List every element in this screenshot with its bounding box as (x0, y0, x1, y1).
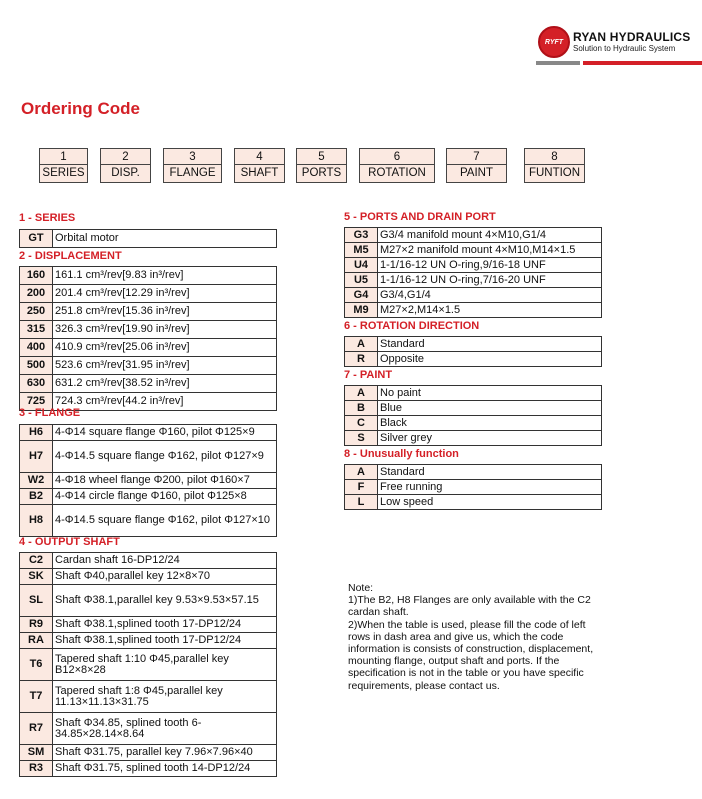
code-box-ports: 5 PORTS (296, 148, 347, 183)
option-description: 523.6 cm³/rev[31.95 in³/rev] (53, 357, 277, 375)
table-row (20, 585, 277, 617)
option-code: A (345, 337, 378, 352)
option-description: Black (378, 416, 602, 431)
section-title-function: 8 - Unusually function (344, 448, 459, 460)
option-code: H8 (20, 505, 53, 537)
table-row (20, 761, 277, 777)
option-description: Shaft Φ40,parallel key 12×8×70 (53, 569, 277, 585)
option-description: Blue (378, 401, 602, 416)
option-code: A (345, 465, 378, 480)
table-row (20, 569, 277, 585)
option-code: SK (20, 569, 53, 585)
header-divider-red (583, 61, 702, 65)
option-description: 4-Φ14 circle flange Φ160, pilot Φ125×8 (53, 489, 277, 505)
table-flange (19, 424, 277, 537)
table-shaft (19, 552, 277, 777)
table-series (19, 229, 277, 248)
table-row (20, 473, 277, 489)
option-code: B (345, 401, 378, 416)
option-code: SL (20, 585, 53, 617)
note-heading: Note: (348, 582, 374, 594)
option-code: G4 (345, 288, 378, 303)
table-row (345, 416, 602, 431)
table-row (20, 441, 277, 473)
table-row (20, 321, 277, 339)
option-description: 326.3 cm³/rev[19.90 in³/rev] (53, 321, 277, 339)
table-row (20, 357, 277, 375)
code-box-shaft: 4 SHAFT (234, 148, 285, 183)
table-row (20, 375, 277, 393)
option-description: Low speed (378, 495, 602, 510)
option-description: 631.2 cm³/rev[38.52 in³/rev] (53, 375, 277, 393)
table-row (20, 489, 277, 505)
option-description: 1-1/16-12 UN O-ring,9/16-18 UNF (378, 258, 602, 273)
option-code: M9 (345, 303, 378, 318)
brand-tagline: Solution to Hydraulic System (573, 43, 676, 53)
option-description: Tapered shaft 1:10 Φ45,parallel key B12×8×28 (53, 649, 277, 681)
option-description: 1-1/16-12 UN O-ring,7/16-20 UNF (378, 273, 602, 288)
code-box-flange: 3 FLANGE (163, 148, 222, 183)
table-row (345, 480, 602, 495)
table-row (345, 288, 602, 303)
table-row (345, 228, 602, 243)
table-row (20, 745, 277, 761)
option-code: L (345, 495, 378, 510)
option-description: 410.9 cm³/rev[25.06 in³/rev] (53, 339, 277, 357)
option-description: Opposite (378, 352, 602, 367)
option-code: R7 (20, 713, 53, 745)
table-row (20, 505, 277, 537)
option-description: 4-Φ14.5 square flange Φ162, pilot Φ127×10 (53, 505, 277, 537)
option-code: C (345, 416, 378, 431)
table-row (20, 681, 277, 713)
section-title-rotation: 6 - ROTATION DIRECTION (344, 320, 480, 332)
option-code: U4 (345, 258, 378, 273)
table-row (20, 285, 277, 303)
page-title: Ordering Code (21, 99, 141, 118)
option-description: Cardan shaft 16-DP12/24 (53, 553, 277, 569)
option-code: 250 (20, 303, 53, 321)
option-code: S (345, 431, 378, 446)
option-code: T6 (20, 649, 53, 681)
table-row (20, 230, 277, 248)
table-function (344, 464, 602, 510)
section-title-paint: 7 - PAINT (344, 369, 393, 381)
section-title-ports: 5 - PORTS AND DRAIN PORT (344, 211, 496, 223)
option-description: Shaft Φ31.75, splined tooth 14-DP12/24 (53, 761, 277, 777)
option-description: Shaft Φ34.85, splined tooth 6-34.85×28.14×8.64 (53, 713, 277, 745)
option-code: SM (20, 745, 53, 761)
option-code: B2 (20, 489, 53, 505)
note-item-2: 2)When the table is used, please fill the code of left rows in dash area and give us, which the code information is consists of construction, displacement, mounting flange, output shaft and ports. If the specification is not in the table or you have specific requirements, please contact us. (348, 618, 594, 692)
table-row (345, 465, 602, 480)
code-box-series: 1 SERIES (39, 148, 88, 183)
table-row (345, 273, 602, 288)
table-row (345, 495, 602, 510)
option-code: 400 (20, 339, 53, 357)
table-displacement (19, 266, 277, 411)
option-description: Free running (378, 480, 602, 495)
option-description: Shaft Φ38.1,splined tooth 17-DP12/24 (53, 633, 277, 649)
table-paint (344, 385, 602, 446)
option-code: T7 (20, 681, 53, 713)
option-description: 201.4 cm³/rev[12.29 in³/rev] (53, 285, 277, 303)
table-row (20, 553, 277, 569)
option-description: Shaft Φ38.1,parallel key 9.53×9.53×57.15 (53, 585, 277, 617)
table-row (20, 617, 277, 633)
option-code: R9 (20, 617, 53, 633)
option-description: 4-Φ14 square flange Φ160, pilot Φ125×9 (53, 425, 277, 441)
table-row (345, 352, 602, 367)
option-description: 4-Φ18 wheel flange Φ200, pilot Φ160×7 (53, 473, 277, 489)
option-code: R (345, 352, 378, 367)
section-title-flange: 3 - FLANGE (19, 407, 81, 419)
note-block (348, 582, 598, 692)
table-row (20, 713, 277, 745)
option-description: Standard (378, 337, 602, 352)
option-code: R3 (20, 761, 53, 777)
option-description: M27×2 manifold mount 4×M10,M14×1.5 (378, 243, 602, 258)
table-row (345, 386, 602, 401)
table-row (20, 303, 277, 321)
table-row (20, 267, 277, 285)
code-box-paint: 7 PAINT (446, 148, 507, 183)
table-row (20, 425, 277, 441)
option-code: 500 (20, 357, 53, 375)
option-code: C2 (20, 553, 53, 569)
section-title-displacement: 2 - DISPLACEMENT (19, 250, 122, 262)
option-code: A (345, 386, 378, 401)
option-description: Orbital motor (53, 230, 277, 248)
section-title-shaft: 4 - OUTPUT SHAFT (19, 536, 120, 548)
table-ports (344, 227, 602, 318)
brand-name: RYAN HYDRAULICS (573, 29, 691, 44)
option-description: Shaft Φ31.75, parallel key 7.96×7.96×40 (53, 745, 277, 761)
table-row (20, 339, 277, 357)
option-description: Tapered shaft 1:8 Φ45,parallel key 11.13×11.13×31.75 (53, 681, 277, 713)
table-row (20, 633, 277, 649)
table-row (345, 258, 602, 273)
option-description: Silver grey (378, 431, 602, 446)
table-rotation (344, 336, 602, 367)
option-code: GT (20, 230, 53, 248)
option-code: M5 (345, 243, 378, 258)
table-row (345, 431, 602, 446)
option-description: 724.3 cm³/rev[44.2 in³/rev] (53, 393, 277, 411)
option-description: Shaft Φ38.1,splined tooth 17-DP12/24 (53, 617, 277, 633)
company-logo (538, 24, 690, 60)
option-description: 161.1 cm³/rev[9.83 in³/rev] (53, 267, 277, 285)
option-code: F (345, 480, 378, 495)
option-code: G3 (345, 228, 378, 243)
table-row (20, 649, 277, 681)
option-code: H6 (20, 425, 53, 441)
option-code: W2 (20, 473, 53, 489)
note-item-1: 1)The B2, H8 Flanges are only available with the C2 cardan shaft. (348, 594, 591, 619)
code-box-function: 8 FUNTION (524, 148, 585, 183)
section-title-series: 1 - SERIES (19, 212, 76, 224)
option-code: 160 (20, 267, 53, 285)
option-code: 630 (20, 375, 53, 393)
option-description: No paint (378, 386, 602, 401)
option-code: U5 (345, 273, 378, 288)
table-row (345, 303, 602, 318)
option-code: 315 (20, 321, 53, 339)
option-description: 4-Φ14.5 square flange Φ162, pilot Φ127×9 (53, 441, 277, 473)
option-description: Standard (378, 465, 602, 480)
option-description: M27×2,M14×1.5 (378, 303, 602, 318)
code-box-displacement: 2 DISP. (100, 148, 151, 183)
option-description: G3/4 manifold mount 4×M10,G1/4 (378, 228, 602, 243)
header-divider-gray (536, 61, 580, 65)
table-row (345, 337, 602, 352)
table-row (345, 401, 602, 416)
option-description: G3/4,G1/4 (378, 288, 602, 303)
option-code: 200 (20, 285, 53, 303)
option-code: RA (20, 633, 53, 649)
option-description: 251.8 cm³/rev[15.36 in³/rev] (53, 303, 277, 321)
code-box-rotation: 6 ROTATION (359, 148, 435, 183)
logo-badge-icon: RYFT (538, 26, 570, 58)
table-row (345, 243, 602, 258)
option-code: H7 (20, 441, 53, 473)
option-code: 725 (20, 393, 53, 411)
